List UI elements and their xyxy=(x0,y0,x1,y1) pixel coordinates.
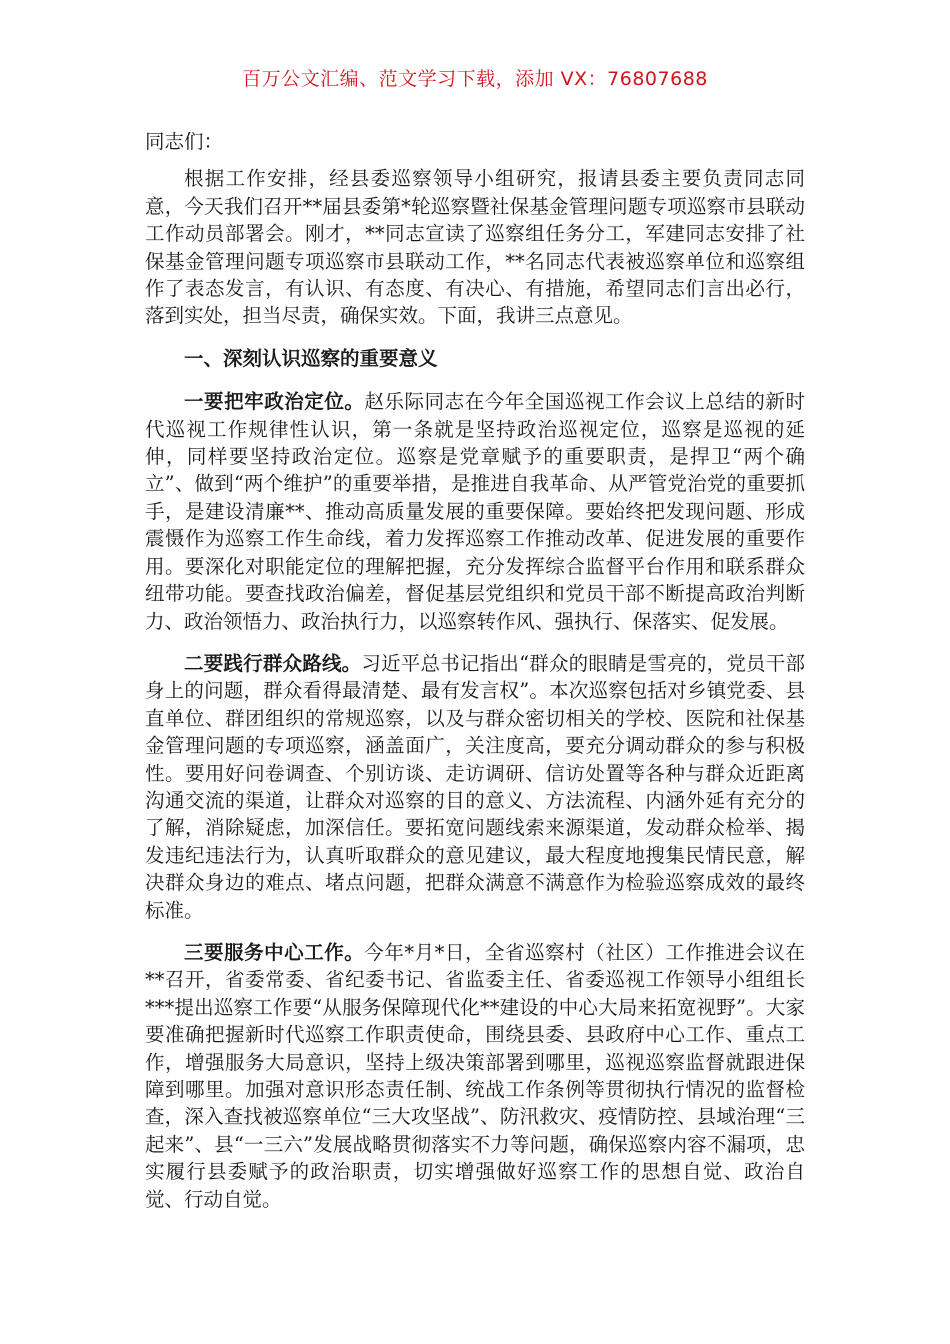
point-lead: 三要服务中心工作。 xyxy=(184,940,365,964)
point-paragraph xyxy=(145,388,805,635)
point-paragraph xyxy=(145,650,805,924)
salutation: 同志们： xyxy=(145,130,224,153)
promo-header: 百万公文汇编、范文学习下载，添加 VX：76807688 xyxy=(242,68,708,90)
point-text: 习近平总书记指出“群众的眼睛是雪亮的，党员干部身上的问题，群众看得最清楚、最有发言权”。本次巡察包括对乡镇党委、县直单位、群团组织的常规巡察，以及与群众密切相关的学校、医院和社保基金管理问题的专项巡察，涵盖面广，关注度高，要充分调动群众的参与积极性。要用好问卷调查、个别访谈、走访调研、信访处置等各种与群众近距离沟通交流的渠道，让群众对巡察的目的意义、方法流程、内涵外延有充分的了解，消除疑虑，加深信任。要拓宽问题线索来源渠道，发动群众检举、揭发违纪违法行为，认真听取群众的意见建议，最大程度地搜集民情民意，解决群众身边的难点、堵点问题，把群众满意不满意作为检验巡察成效的最终标准。 xyxy=(145,651,805,922)
point-text: 赵乐际同志在今年全国巡视工作会议上总结的新时代巡视工作规律性认识，第一条就是坚持政治巡视定位，巡察是巡视的延伸，同样要坚持政治定位。巡察是党章赋予的重要职责，是捍卫“两个确立”、做到“两个维护”的重要举措，是推进自我革命、从严管党治党的重要抓手，是建设清廉**、推动高质量发展的重要保障。要始终把发现问题、形成震慑作为巡察工作生命线，着力发挥巡察工作推动改革、促进发展的重要作用。要深化对职能定位的理解把握，充分发挥综合监督平台作用和联系群众纽带功能。要查找政治偏差，督促基层党组织和党员干部不断提高政治判断力、政治领悟力、政治执行力，以巡察转作风、强执行、保落实、促发展。 xyxy=(145,390,805,633)
point-lead: 二要践行群众路线。 xyxy=(184,651,362,675)
document-body xyxy=(145,128,805,1228)
intro-paragraph: 根据工作安排，经县委巡察领导小组研究，报请县委主要负责同志同意，今天我们召开**届县委第*轮巡察暨社保基金管理问题专项巡察市县联动工作动员部署会。刚才，**同志宣读了巡察组任务分工，军建同志安排了社保基金管理问题专项巡察市县联动工作，**名同志代表被巡察单位和巡察组作了表态发言，有认识、有态度、有决心、有措施，希望同志们言出必行，落到实处，担当尽责，确保实效。下面，我讲三点意见。 xyxy=(145,167,805,328)
point-lead: 一要把牢政治定位。 xyxy=(184,390,365,414)
point-text: 今年*月*日，全省巡察村（社区）工作推进会议在**召开，省委常委、省纪委书记、省监委主任、省委巡视工作领导小组组长***提出巡察工作要“从服务保障现代化**建设的中心大局来拓宽视野”。大家要准确把握新时代巡察工作职责使命，围绕县委、县政府中心工作、重点工作，增强服务大局意识，坚持上级决策部署到哪里，巡视巡察监督就跟进保障到哪里。加强对意识形态责任制、统战工作条例等贯彻执行情况的监督检查，深入查找被巡察单位“三大攻坚战”、防汛救灾、疫情防控、县域治理“三起来”、县“一三六”发展战略贯彻落实不力等问题，确保巡察内容不漏项，忠实履行县委赋予的政治职责，切实增强做好巡察工作的思想自觉、政治自觉、行动自觉。 xyxy=(145,940,805,1211)
section-heading: 一、深刻认识巡察的重要意义 xyxy=(184,346,438,370)
point-paragraph xyxy=(145,939,805,1213)
